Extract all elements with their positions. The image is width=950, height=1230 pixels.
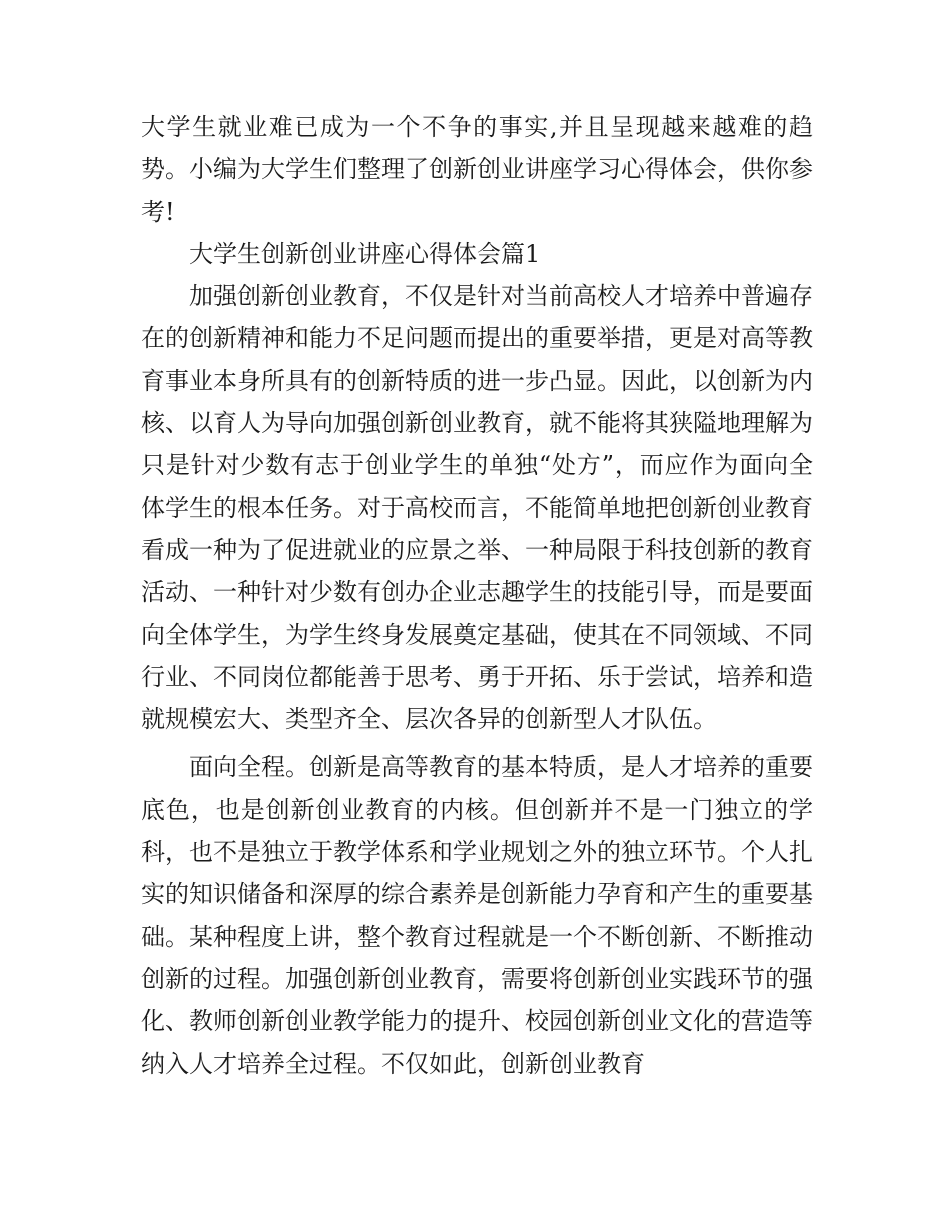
section-title: 大学生创新创业讲座心得体会篇1 [189,239,541,268]
body-paragraph-2: 面向全程。创新是高等教育的基本特质，是人才培养的重要底色，也是创新创业教育的内核。但创新并不是一门独立的学科，也不是独立于教学体系和学业规划之外的独立环节。个人扎实的知识储备和深厚的综合素养是创新能力孕育和产生的重要基础。某种程度上讲，整个教育过程就是一个不断创新、不断推动创新的过程。加强创新创业教育，需要将创新创业实践环节的强化、教师创新创业教学能力的提升、校园创新创业文化的营造等纳入人才培养全过程。不仅如此，创新创业教育 [141,753,813,1078]
body-paragraph-1: 加强创新创业教育，不仅是针对当前高校人才培养中普遍存在的创新精神和能力不足问题而提出的重要举措，更是对高等教育事业本身所具有的创新特质的进一步凸显。因此，以创新为内核、以育人为导向加强创新创业教育，就不能将其狭隘地理解为只是针对少数有志于创业学生的单独“处方”，而应作为面向全体学生的根本任务。对于高校而言，不能简单地把创新创业教育看成一种为了促进就业的应景之举、一种局限于科技创新的教育活动、一种针对少数有创办企业志趣学生的技能引导，而是要面向全体学生，为学生终身发展奠定基础，使其在不同领域、不同行业、不同岗位都能善于思考、勇于开拓、乐于尝试，培养和造就规模宏大、类型齐全、层次各异的创新型人才队伍。 [141,282,813,734]
document-body [141,106,813,1085]
intro-paragraph: 大学生就业难已成为一个不争的事实,并且呈现越来越难的趋势。小编为大学生们整理了创新创业讲座学习心得体会，供你参考! [141,113,813,226]
